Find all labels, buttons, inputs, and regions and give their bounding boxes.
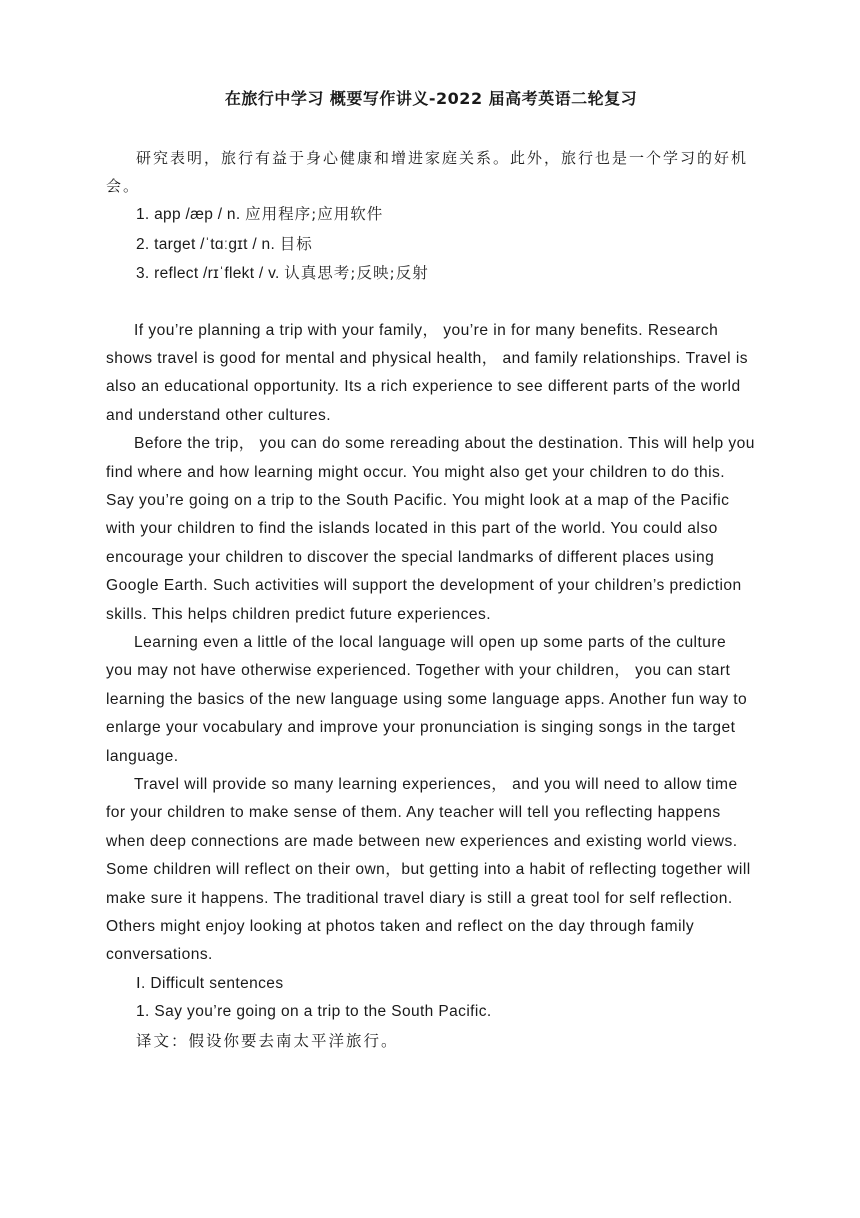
sentence-translation-1: 译文：假设你要去南太平洋旅行。 (136, 1031, 399, 1050)
article-paragraph-2: Before the trip， you can do some rereading about the destination. This will help you find where and how learning might occur. You might also get your children to do this. Say you’re going on a trip to the South Pacific. You might look at a map of the Pacific with your children to find the islands located in this part of the world. You could also encourage your children to discover the special landmarks of different places using Google Earth. Such activities will support the development of your children’s prediction skills. This helps children predict future experiences. (106, 435, 755, 623)
vocab-meaning: 目标 (279, 234, 313, 253)
vocab-term: 2. target /ˈtɑːɡɪt / n. (136, 235, 276, 253)
vocabulary-list (106, 200, 756, 289)
vocab-item-reflect (106, 259, 756, 289)
vocab-item-target (106, 230, 756, 260)
vocab-meaning: 认真思考;反映;反射 (284, 264, 429, 282)
vocab-meaning: 应用程序;应用软件 (245, 205, 384, 223)
article-paragraph-4: Travel will provide so many learning experiences， and you will need to allow time for your children to make sense of them. Any teacher will tell you reflecting happens when deep connections are made between new experiences and existing world views. Some children will reflect on their own，but getting into a habit of reflecting together will make sure it happens. The traditional travel diary is still a great tool for self reflection. Others might enjoy looking at photos taken and reflect on the day through family conversations. (106, 776, 751, 964)
vocab-term: 3. reflect /rɪˈflekt / v. (136, 265, 280, 282)
chinese-intro: 研究表明，旅行有益于身心健康和增进家庭关系。此外，旅行也是一个学习的好机会。 (106, 149, 749, 195)
section-heading: Ⅰ. Difficult sentences (136, 974, 284, 992)
document-page (106, 88, 756, 1055)
vocab-item-app (106, 200, 756, 230)
document-title: 在旅行中学习 概要写作讲义-2022 届高考英语二轮复习 (224, 89, 638, 108)
article-paragraph-1: If you’re planning a trip with your family， you’re in for many benefits. Research shows travel is good for mental and physical health， and family relationships. Travel is also an educational opportunity. Its a rich experience to see different parts of the world and understand other cultures. (106, 321, 748, 424)
vocab-term: 1. app /æp / n. (136, 206, 241, 223)
difficult-sentence-1: 1. Say you’re going on a trip to the South Pacific. (136, 1003, 492, 1021)
blank-line (106, 289, 756, 317)
article-paragraph-3: Learning even a little of the local language will open up some parts of the culture you may not have otherwise experienced. Together with your children， you can start learning the basics of the new language using some language apps. Another fun way to enlarge your vocabulary and improve your pronunciation is singing songs in the target language. (106, 633, 748, 765)
